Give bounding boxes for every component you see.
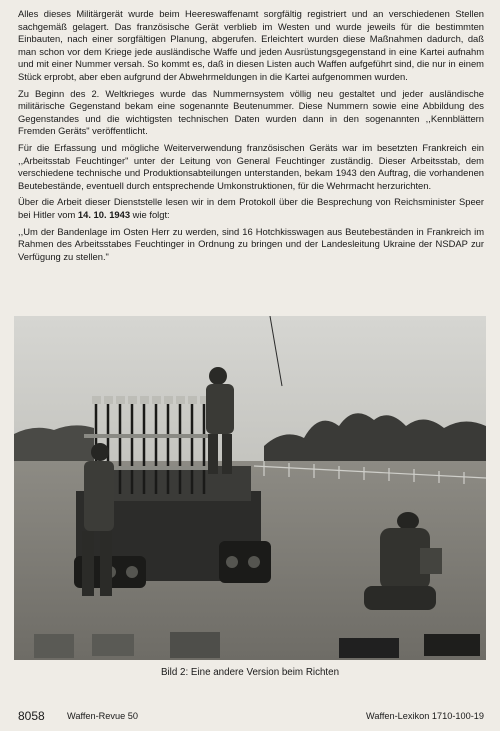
page-number: 8058 <box>18 709 45 723</box>
magazine-name: Waffen-Revue 50 <box>67 711 138 721</box>
page-footer <box>0 711 500 725</box>
photo-illustration <box>14 316 486 660</box>
protocol-date: 14. 10. 1943 <box>77 208 131 220</box>
paragraph-4-text: Über die Arbeit dieser Dienststelle lesen wir in dem Protokoll über die Besprechung von Reichsminister Speer bei Hitler vom <box>18 196 484 220</box>
lexikon-reference: Waffen-Lexikon 1710-100-19 <box>366 711 484 721</box>
treeline-left <box>14 425 94 466</box>
paragraph-4-end: wie folgt: <box>130 208 170 220</box>
paragraph-2: Zu Beginn des 2. Weltkrieges wurde das Nummernsystem völlig neu gestaltet und jeder ausländische militärische Gegenstand bekam eine sogenannte Beutenummer. Diese Nummern sowie eine Abbildung des Gegenstandes und die wichtigsten technischen Daten wurden dann in den sogenannten ,,Kennblättern Fremden Geräts" veröffentlicht. <box>18 87 484 137</box>
paragraph-1: Alles dieses Militärgerät wurde beim Heereswaffenamt sorgfältig registriert und an verschiedenen Stellen sachgemäß gelagert. Das französische Gerät verblieb im Westen und wurde jeweils für die bestimmten Einbauten, nach einer sorgfältigen Planung, abgerufen. Erleichtert wurden diese Maßnahmen dadurch, daß man schon vor dem Kriege jede ausländische Waffe und jeden Ausrüstungsgegenstand in eine Kartei aufnahm und mit einer Nummer versah. So kommt es, daß in diesen Listen auch Waffen aufgeführt sind, die nur in einem Stück erprobt, aber eben aufgrund der Abwehrmeldungen in die Kartei aufgenommen wurden. <box>18 8 484 82</box>
figure-caption: Bild 2: Eine andere Version beim Richten <box>160 667 340 678</box>
photograph <box>14 316 486 660</box>
paragraph-3: Für die Erfassung und mögliche Weiterverwendung französischen Geräts war im besetzten Frankreich ein ,,Arbeitsstab Feuchtinger" unter der Leitung von General Feuchtinger zuständig. Dieser Arbeitsstab, dem verschiedene technische und Produktionsabteilungen unterstanden, bekam 1943 den Auftrag, die vorhandenen Beutebestände, eventuell durch entsprechende Umkonstruktionen, für die Wehrmacht herzurichten. <box>18 141 484 191</box>
quote-paragraph: ,,Um der Bandenlage im Osten Herr zu werden, sind 16 Hotchkisswagen aus Beutebeständen in Frankreich im Rahmen des Arbeitsstabes Feuchtinger in Ordnung zu bringen und der Landesleitung Ukraine der NSDAP zur Verfügung zu stellen." <box>18 225 484 262</box>
paragraph-4 <box>18 196 484 221</box>
article-body <box>18 8 484 267</box>
